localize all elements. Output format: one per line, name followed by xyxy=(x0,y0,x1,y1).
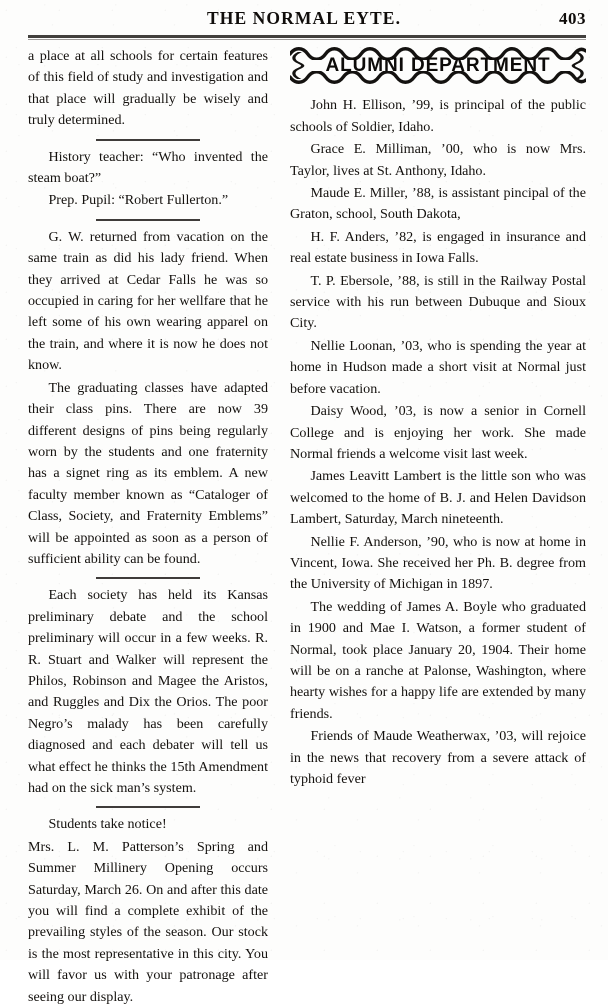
alumni-note: T. P. Ebersole, ’88, is still in the Railway Postal service with his run between Dubuque and Sioux City. xyxy=(290,272,586,332)
item-divider-rule xyxy=(96,139,200,141)
alumni-note: Nellie F. Anderson, ’90, who is now at home in Vincent, Iowa. She received her Ph. B. degree from the University of Michigan in 1897. xyxy=(290,533,586,593)
page-number: 403 xyxy=(559,9,586,28)
alumni-department-heading xyxy=(290,46,586,85)
alumni-note: Nellie Loonan, ’03, who is spending the year at home in Hudson made a short visit at Normal just before vacation. xyxy=(290,337,586,397)
alumni-note: Daisy Wood, ’03, is now a senior in Cornell College and is enjoying her work. She made Normal friends a welcome visit last week. xyxy=(290,403,586,462)
paragraph: Mrs. L. M. Patterson’s Spring and Summer Millinery Opening occurs Saturday, March 26. On and after this date you will find a complete exhibit of the prevailing styles of the season. Our stock is the most representative in this city. You will favor us with your patronage after seeing our display. xyxy=(28,838,268,1005)
alumni-note: James Leavitt Lambert is the little son who was welcomed to the home of B. J. and Helen Davidson Lambert, Saturday, March nineteenth. xyxy=(290,468,586,528)
page-columns xyxy=(0,46,608,1005)
paragraph: Students take notice! xyxy=(48,816,167,833)
running-head xyxy=(0,0,608,36)
alumni-note: Maude E. Miller, ’88, is assistant pincipal of the Graton, school, South Dakota, xyxy=(290,185,586,223)
alumni-notes-list xyxy=(290,95,586,790)
alumni-note: Friends of Maude Weatherwax, ’03, will rejoice in the news that recovery from a severe attack of typhoid fever xyxy=(290,728,586,787)
left-column xyxy=(0,46,278,1005)
paragraph: The graduating classes have adapted their class pins. There are now 39 different designs of pins being regularly worn by the students and one fraternity has a signet ring as its emblem. A new faculty member known as “Cataloger of Class, Society, and Fraternity Emblems” will be appointed as soon as a person of sufficient ability can be found. xyxy=(28,379,268,567)
item-divider-rule xyxy=(96,806,200,808)
paragraph: Prep. Pupil: “Robert Fullerton.” xyxy=(48,192,229,209)
paragraph: a place at all schools for certain features of this field of study and investigation and that place will gradually be wisely and truly determined. xyxy=(28,48,268,129)
right-column xyxy=(278,46,608,960)
department-title: ALUMNI DEPARTMENT xyxy=(325,55,551,76)
header-rule xyxy=(28,35,586,38)
item-divider-rule xyxy=(96,577,200,579)
alumni-note: The wedding of James A. Boyle who graduated in 1900 and Mae I. Watson, a former student of Normal, took place January 20, 1904. Their home will be on a ranche at Palonse, Washington, where hearty wishes for a happy life are extended by many friends. xyxy=(290,598,586,722)
paragraph: G. W. returned from vacation on the same train as did his lady friend. When they arrived at Cedar Falls he was so occupied in caring for her wellfare that he left some of his own wearing apparel on the train, and where it is now he does not know. xyxy=(28,228,268,374)
paragraph: Each society has held its Kansas preliminary debate and the school preliminary will occur in a few weeks. R. R. Stuart and Walker will represent the Philos, Robinson and Magee the Aristos, and Ruggles and Dix the Orios. The poor Negro’s malady has been carefully diagnosed and each debater will tell us what effect he thinks the 15th Amendment had on the sick man’s system. xyxy=(28,587,268,796)
paragraph: History teacher: “Who invented the steam boat?” xyxy=(28,148,268,187)
alumni-note: Grace E. Milliman, ’00, who is now Mrs. Taylor, lives at St. Anthony, Idaho. xyxy=(290,141,586,179)
page-title: THE NORMAL EYTE. xyxy=(206,8,402,28)
alumni-note: John H. Ellison, ’99, is principal of the public schools of Soldier, Idaho. xyxy=(290,97,586,135)
alumni-note: H. F. Anders, ’82, is engaged in insurance and real estate business in Iowa Falls. xyxy=(290,228,586,267)
item-divider-rule xyxy=(96,219,200,221)
